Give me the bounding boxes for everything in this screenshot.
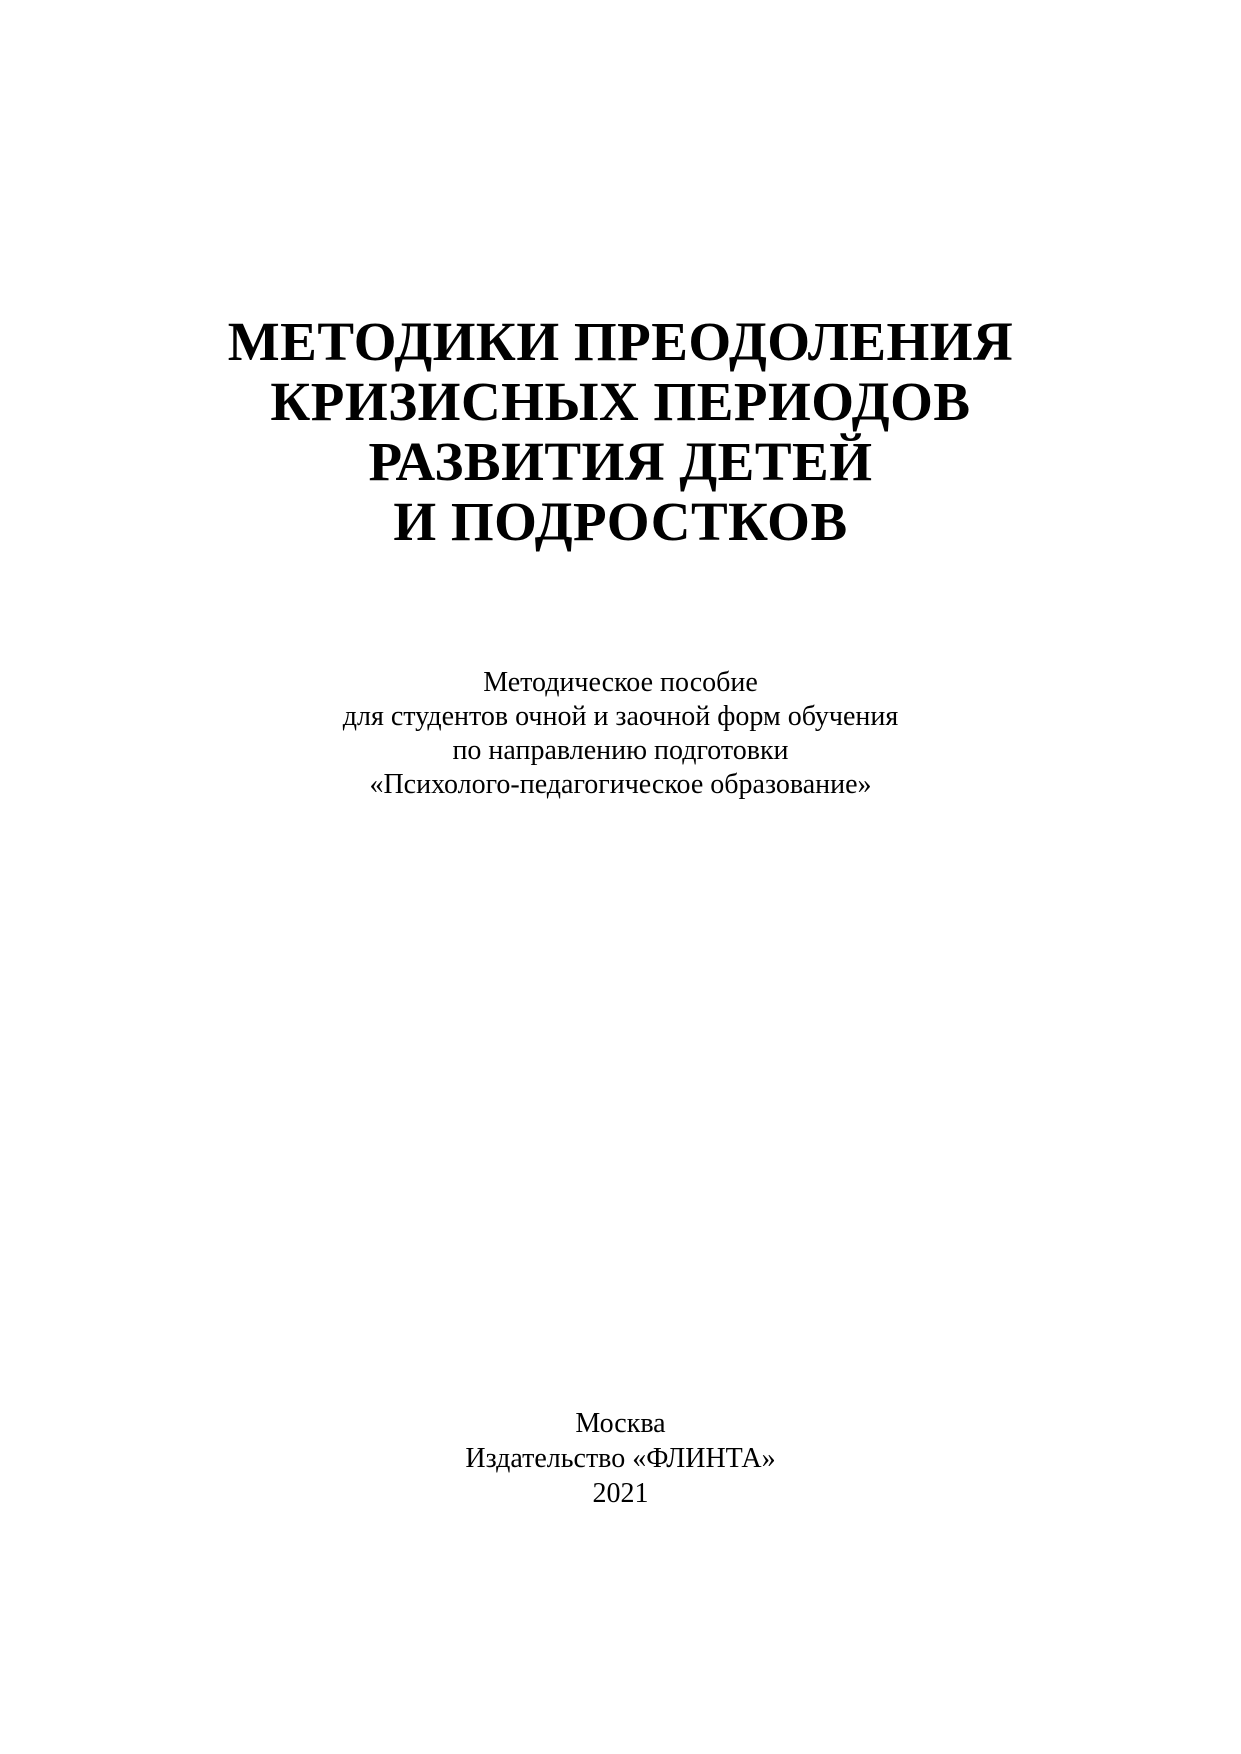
imprint-city: Москва <box>575 1408 666 1439</box>
book-title <box>0 312 1241 552</box>
imprint-year: 2021 <box>592 1478 649 1509</box>
book-title-line-3: РАЗВИТИЯ ДЕТЕЙ <box>368 431 873 492</box>
book-title-line-1: МЕТОДИКИ ПРЕОДОЛЕНИЯ <box>227 311 1014 372</box>
book-title-line-2: КРИЗИСНЫХ ПЕРИОДОВ <box>270 371 971 432</box>
book-subtitle <box>0 666 1241 802</box>
subtitle-line-2: для студентов очной и заочной форм обучения <box>342 701 899 732</box>
subtitle-line-1: Методическое пособие <box>483 667 758 698</box>
subtitle-line-4: «Психолого-педагогическое образование» <box>369 769 872 800</box>
imprint-publisher: Издательство «ФЛИНТА» <box>465 1443 776 1474</box>
subtitle-line-3: по направлению подготовки <box>452 735 789 766</box>
imprint <box>0 1406 1241 1511</box>
book-title-line-4: И ПОДРОСТКОВ <box>393 491 848 552</box>
